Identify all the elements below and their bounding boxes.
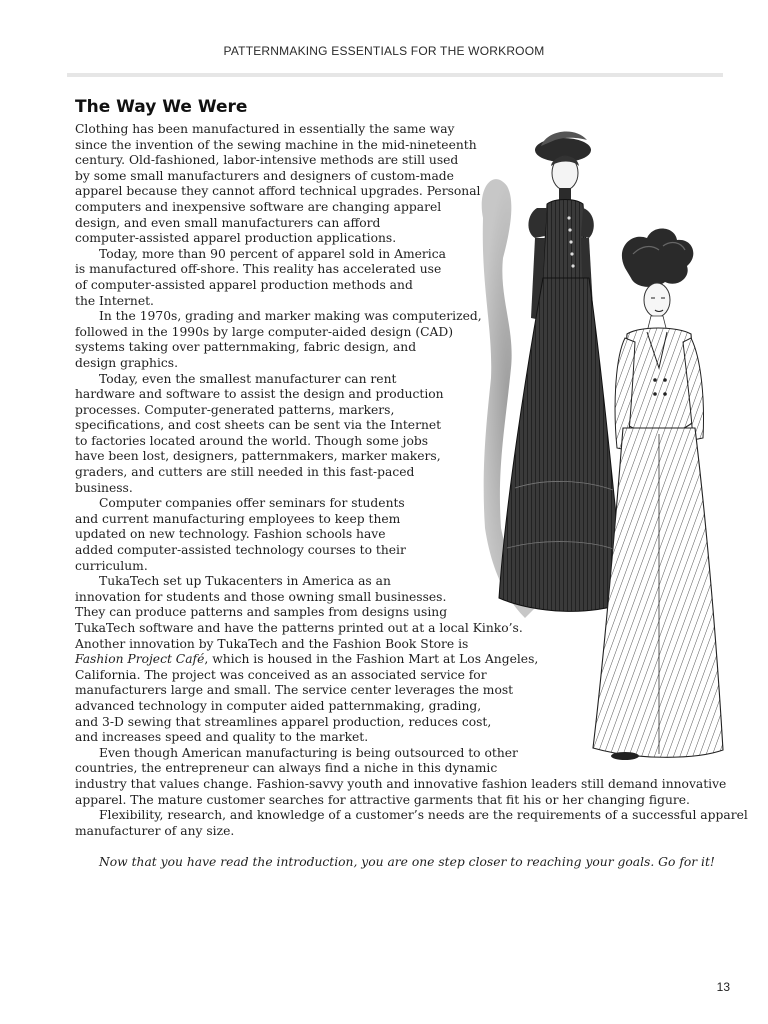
body-line: Flexibility, research, and knowledge of a customer’s needs are the requirements of a successful apparel — [99, 808, 748, 823]
body-line: design, and even small manufacturers can afford — [75, 215, 381, 230]
body-line: TukaTech software and have the patterns printed out at a local Kinko’s. — [75, 621, 523, 635]
body-line: Even though American manufacturing is being outsourced to other — [99, 745, 518, 760]
body-line: followed in the 1990s by large computer-aided design (CAD) — [75, 324, 454, 339]
body-line: apparel. The mature customer searches for attractive garments that fit his or her changing figure. — [75, 792, 690, 807]
body-line: They can produce patterns and samples from designs using — [75, 605, 448, 620]
body-line: processes. Computer-generated patterns, markers, — [75, 402, 395, 417]
body-line: TukaTech set up Tukacenters in America as an — [99, 574, 391, 589]
body-line: and 3-D sewing that streamlines apparel production, reduces cost, — [75, 714, 492, 729]
page-number: 13 — [716, 980, 730, 994]
section-title: The Way We Were — [75, 97, 248, 117]
body-line-mixed — [75, 652, 725, 668]
body-line: manufacturer of any size. — [75, 823, 235, 838]
body-line: computers and inexpensive software are changing apparel — [75, 199, 442, 214]
body-line: Another innovation by TukaTech and the Fashion Book Store is — [75, 636, 469, 651]
body-line: by some small manufacturers and designers of custom-made — [75, 168, 454, 183]
body-line: Computer companies offer seminars for students — [99, 496, 405, 511]
body-line: updated on new technology. Fashion schools have — [75, 527, 386, 542]
body-line: hardware and software to assist the design and production — [75, 387, 444, 402]
body-line: of computer-assisted apparel production methods and — [75, 277, 413, 292]
body-text — [75, 122, 748, 871]
body-line: innovation for students and those owning small businesses. — [75, 589, 447, 604]
body-line: since the invention of the sewing machine in the mid-nineteenth — [75, 137, 477, 152]
body-line: In the 1970s, grading and marker making was computerized, — [99, 309, 482, 324]
project-name: Fashion Project Café — [75, 652, 205, 667]
body-line: is manufactured off-shore. This reality has accelerated use — [75, 262, 442, 277]
body-line: industry that values change. Fashion-savvy youth and innovative fashion leaders still demand innovative — [75, 776, 727, 791]
body-line: and increases speed and quality to the market. — [75, 730, 369, 745]
body-line: systems taking over patternmaking, fabric design, and — [75, 340, 417, 355]
body-line: added computer-assisted technology courses to their — [75, 543, 406, 558]
body-line: computer-assisted apparel production applications. — [75, 231, 397, 246]
body-line: countries, the entrepreneur can always find a niche in this dynamic — [75, 761, 498, 776]
body-line: curriculum. — [75, 558, 148, 573]
body-line: Today, even the smallest manufacturer can rent — [99, 371, 397, 386]
body-line: have been lost, designers, patternmakers, marker makers, — [75, 449, 441, 464]
body-line: California. The project was conceived as an associated service for — [75, 667, 487, 682]
closing-line: Now that you have read the introduction, you are one step closer to reaching your goals. Go for it! — [99, 854, 715, 869]
body-line: specifications, and cost sheets can be sent via the Internet — [75, 418, 442, 433]
body-line: manufacturers large and small. The service center leverages the most — [75, 683, 514, 698]
running-header: PATTERNMAKING ESSENTIALS FOR THE WORKROOM — [223, 44, 545, 58]
paragraph-spacer — [75, 839, 725, 855]
body-line: and current manufacturing employees to keep them — [75, 511, 401, 526]
body-line-rest: , which is housed in the Fashion Mart at Los Angeles, — [204, 652, 539, 667]
body-line: design graphics. — [75, 355, 179, 370]
body-line: the Internet. — [75, 293, 154, 308]
body-line: advanced technology in computer aided patternmaking, grading, — [75, 698, 482, 713]
body-line: Clothing has been manufactured in essentially the same way — [75, 122, 455, 136]
body-line: century. Old-fashioned, labor-intensive methods are still used — [75, 153, 459, 168]
body-line: Today, more than 90 percent of apparel sold in America — [99, 246, 446, 261]
body-line: to factories located around the world. Though some jobs — [75, 433, 429, 448]
body-line: graders, and cutters are still needed in this fast-paced — [75, 465, 415, 480]
header-rule — [67, 73, 723, 77]
body-line: business. — [75, 480, 133, 495]
body-line: apparel because they cannot afford technical upgrades. Personal — [75, 184, 481, 199]
